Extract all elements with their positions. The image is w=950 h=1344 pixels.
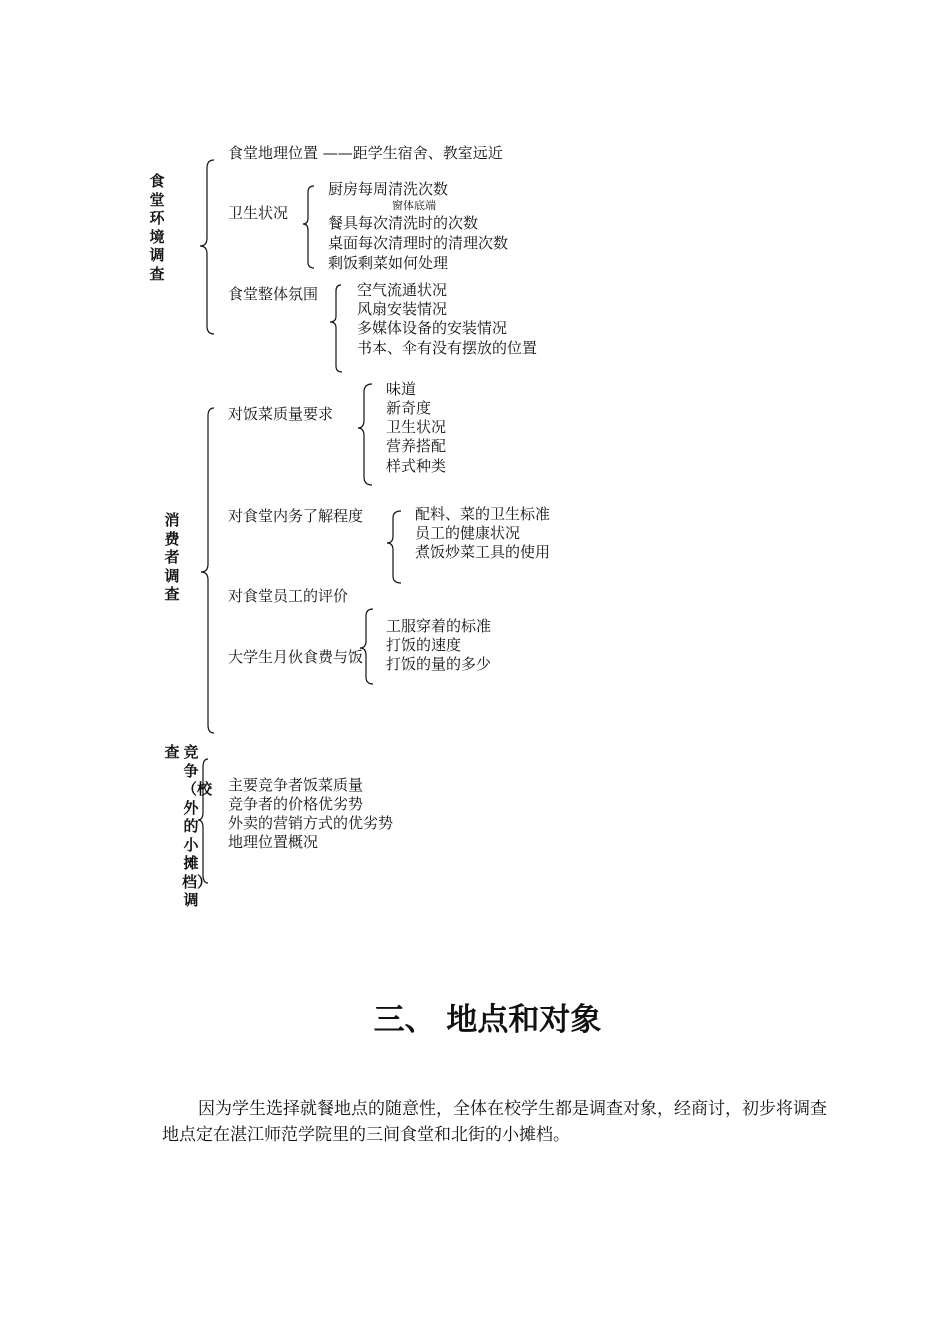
env-survey-title: 食堂环境调查	[149, 172, 165, 283]
quality-item: 营养搭配	[386, 437, 447, 455]
quality-item: 卫生状况	[386, 418, 447, 436]
competitor-title-left: 查	[164, 743, 180, 761]
quality-item: 味道	[386, 380, 417, 398]
atmosphere-item: 风扇安装情况	[357, 300, 448, 318]
atmosphere-item: 空气流通状况	[357, 281, 448, 299]
section-paragraph: 因为学生选择就餐地点的随意性，全体在校学生都是调查对象，经商讨，初步将调查地点定在湛江师范学院里的三间食堂和北街的小摊档。	[162, 1099, 827, 1145]
hygiene-note: 窗体底端	[392, 199, 436, 212]
affairs-item: 煮饭炒菜工具的使用	[415, 543, 551, 561]
hygiene-label: 卫生状况	[228, 204, 289, 222]
hygiene-item: 餐具每次清洗时的次数	[328, 214, 479, 232]
atmosphere-bracket	[330, 285, 342, 372]
section-heading: 三、 地点和对象	[373, 1002, 602, 1038]
quality-bracket	[358, 384, 372, 485]
staff-item: 打饭的速度	[386, 636, 462, 654]
competitor-survey-title: 竞争（校外的小摊档）调	[182, 743, 213, 909]
monthly-fee-label: 大学生月伙食费与饭	[228, 648, 364, 666]
staff-item: 打饭的量的多少	[386, 655, 492, 673]
staff-label: 对食堂员工的评价	[228, 587, 349, 605]
affairs-item: 配料、菜的卫生标准	[415, 505, 551, 523]
atmosphere-label: 食堂整体氛围	[228, 285, 319, 303]
competitor-item: 竞争者的价格优劣势	[228, 795, 364, 813]
hygiene-bracket	[303, 186, 314, 268]
env-bracket	[200, 160, 214, 334]
competitor-item: 主要竞争者饭菜质量	[228, 776, 364, 794]
affairs-item: 员工的健康状况	[415, 524, 521, 542]
env-location: 食堂地理位置 ——距学生宿舍、教室远近	[228, 144, 503, 162]
affairs-bracket	[387, 511, 401, 583]
atmosphere-item: 多媒体设备的安装情况	[357, 319, 508, 337]
hygiene-item: 桌面每次清理时的清理次数	[328, 234, 509, 252]
staff-item: 工服穿着的标准	[386, 617, 492, 635]
affairs-label: 对食堂内务了解程度	[228, 507, 364, 525]
staff-bracket	[360, 609, 373, 684]
consumer-survey-title: 消费者调查	[164, 511, 180, 603]
competitor-item: 外卖的营销方式的优劣势	[228, 814, 394, 832]
quality-item: 新奇度	[386, 399, 432, 417]
quality-item: 样式种类	[386, 457, 447, 475]
consumer-bracket	[201, 408, 214, 733]
atmosphere-item: 书本、伞有没有摆放的位置	[357, 339, 538, 357]
quality-label: 对饭菜质量要求	[228, 405, 334, 423]
hygiene-item: 厨房每周清洗次数	[328, 180, 449, 198]
competitor-item: 地理位置概况	[228, 833, 319, 851]
hygiene-item: 剩饭剩菜如何处理	[328, 254, 449, 272]
